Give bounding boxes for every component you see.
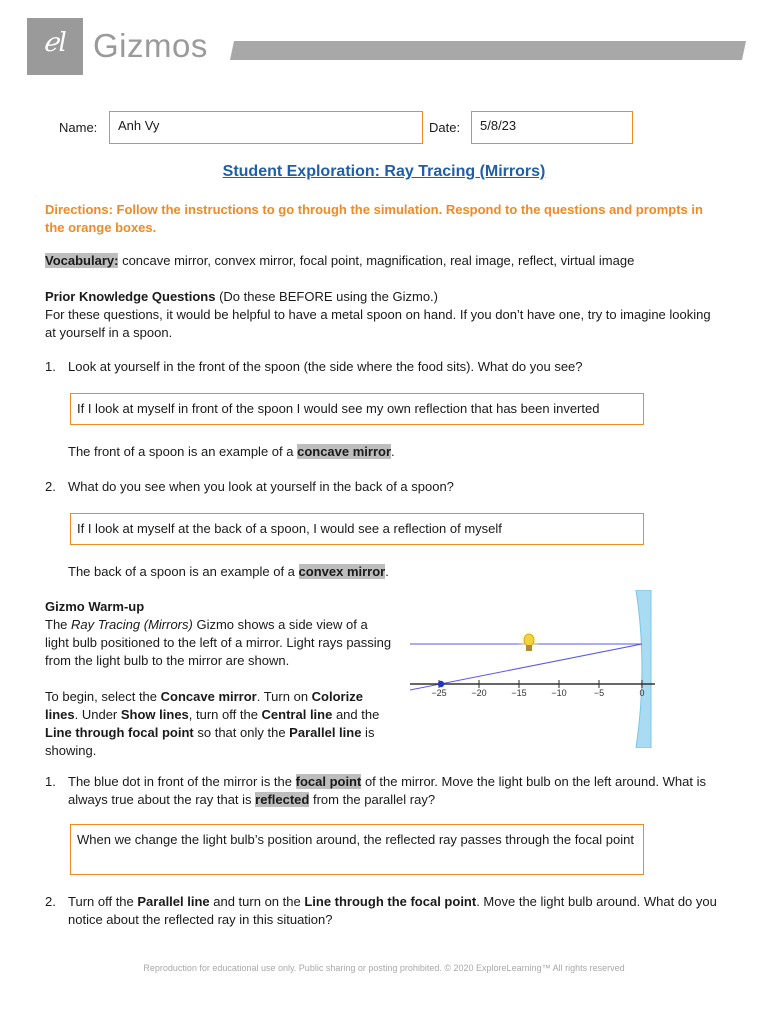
answer-box-2[interactable] — [70, 513, 644, 545]
answer-3-text: When we change the light bulb’s position around, the reflected ray passes through the focal point — [77, 832, 634, 847]
question-1-text: Look at yourself in the front of the spoon (the side where the food sits). What do you see? — [68, 359, 583, 374]
prior-knowledge — [45, 288, 715, 342]
warmup-section — [45, 598, 395, 760]
reflected-term: reflected — [255, 792, 310, 807]
answer-1-text: If I look at myself in front of the spoon I would see my own reflection that has been inverted — [77, 401, 600, 416]
question-2-number: 2. — [45, 479, 56, 494]
prior-heading-note: (Do these BEFORE using the Gizmo.) — [215, 289, 438, 304]
question-2-followup — [68, 563, 389, 581]
gizmos-logo-badge — [27, 18, 83, 75]
warmup-p2-b5: Line through focal point — [45, 725, 194, 740]
warmup-p2-b4: Central line — [261, 707, 333, 722]
followup-1-text: The front of a spoon is an example of a — [68, 444, 298, 459]
page-title: Student Exploration: Ray Tracing (Mirrors) — [222, 163, 546, 180]
convex-mirror-term: convex mirror — [298, 564, 386, 579]
w2-text-a: Turn off the — [68, 894, 138, 909]
prior-intro: For these questions, it would be helpful to have a metal spoon on hand. If you don’t have one, try to imagine looking at yourself in a spoon. — [45, 307, 711, 340]
vocabulary-text: concave mirror, convex mirror, focal point, magnification, real image, reflect, virtual image — [118, 253, 635, 268]
tick-label-neg10: −10 — [551, 688, 567, 698]
warmup-question-1-number: 1. — [45, 774, 56, 789]
light-bulb-icon[interactable] — [517, 629, 541, 653]
warmup-p2-g: so that only the — [193, 725, 290, 740]
w2-parallel-line: Parallel line — [137, 894, 210, 909]
answer-box-1[interactable] — [70, 393, 644, 425]
followup-2-text: The back of a spoon is an example of a — [68, 564, 299, 579]
warmup-p2-b2: Colorize lines — [45, 689, 363, 722]
warmup-p2-b6: Parallel line — [289, 725, 362, 740]
warmup-p2-b1: Concave mirror — [160, 689, 257, 704]
tick-label-0: 0 — [639, 688, 645, 698]
tick-label-neg5: −5 — [593, 688, 605, 698]
vocabulary-label: Vocabulary: — [45, 253, 119, 268]
w2-line-through-focal: Line through the focal point — [304, 894, 477, 909]
warmup-question-2-text — [68, 893, 728, 929]
warmup-p2-c: . Turn on — [256, 689, 312, 704]
followup-1-end: . — [391, 444, 395, 459]
followup-2-end: . — [385, 564, 389, 579]
prior-heading: Prior Knowledge Questions — [45, 289, 216, 304]
warmup-question-2-number: 2. — [45, 894, 56, 909]
warmup-p2-b3: Show lines — [120, 707, 189, 722]
warmup-p2-h: is showing. — [45, 725, 375, 758]
ray-tracing-simulation — [410, 590, 655, 748]
warmup-p1-italic: Ray Tracing (Mirrors) — [71, 617, 193, 632]
w1-text-c: from the parallel ray? — [309, 792, 436, 807]
answer-2-text: If I look at myself at the back of a spoon, I would see a reflection of myself — [77, 521, 502, 536]
question-1-number: 1. — [45, 359, 56, 374]
directions: Directions: Follow the instructions to go through the simulation. Respond to the questions and prompts in the orange boxes. — [45, 202, 703, 235]
warmup-p2-d: . Under — [74, 707, 121, 722]
answer-box-3[interactable] — [70, 824, 644, 875]
concave-mirror — [636, 590, 651, 748]
header-bar — [230, 41, 746, 60]
name-value: Anh Vy — [118, 118, 160, 133]
explorelearning-logo-icon: ℯl — [43, 28, 67, 58]
w2-text-d: . Move the light bulb around. What do you notice about the reflected ray in this situation? — [68, 894, 717, 927]
focal-point-dot[interactable] — [438, 681, 444, 687]
warmup-p1-b: Gizmo shows a side view of a light bulb positioned to the left of a mirror. Light rays passing from the light bulb to the mirror are shown. — [45, 617, 392, 668]
warmup-p1-a: The — [45, 617, 72, 632]
w1-text-a: The blue dot in front of the mirror is the — [68, 774, 296, 789]
question-2-text: What do you see when you look at yourself in the back of a spoon? — [68, 479, 454, 494]
w1-text-b: of the mirror. Move the light bulb on the left around. What is always true about the ray that is — [68, 774, 707, 807]
tick-label-neg15: −15 — [511, 688, 527, 698]
focal-point-term: focal point — [295, 774, 362, 789]
warmup-p2-f: and the — [332, 707, 380, 722]
w2-text-c: and turn on the — [209, 894, 305, 909]
date-field[interactable] — [471, 111, 633, 144]
date-value: 5/8/23 — [480, 118, 517, 133]
warmup-heading: Gizmo Warm-up — [45, 599, 145, 614]
warmup-question-1-text — [68, 773, 728, 809]
tick-label-neg20: −20 — [471, 688, 487, 698]
name-field[interactable] — [109, 111, 423, 144]
footer-notice: Reproduction for educational use only. Public sharing or posting prohibited. © 2020 ExploreLearning™ All rights reserved — [143, 963, 625, 973]
date-label: Date: — [429, 120, 461, 135]
question-1-followup — [68, 443, 395, 461]
warmup-p2-a: To begin, select the — [45, 689, 161, 704]
name-label: Name: — [59, 120, 98, 135]
warmup-p2-e: , turn off the — [188, 707, 262, 722]
concave-mirror-term: concave mirror — [297, 444, 392, 459]
brand-name: Gizmos — [93, 27, 208, 64]
vocabulary — [45, 252, 735, 270]
tick-label-neg25: −25 — [431, 688, 447, 698]
